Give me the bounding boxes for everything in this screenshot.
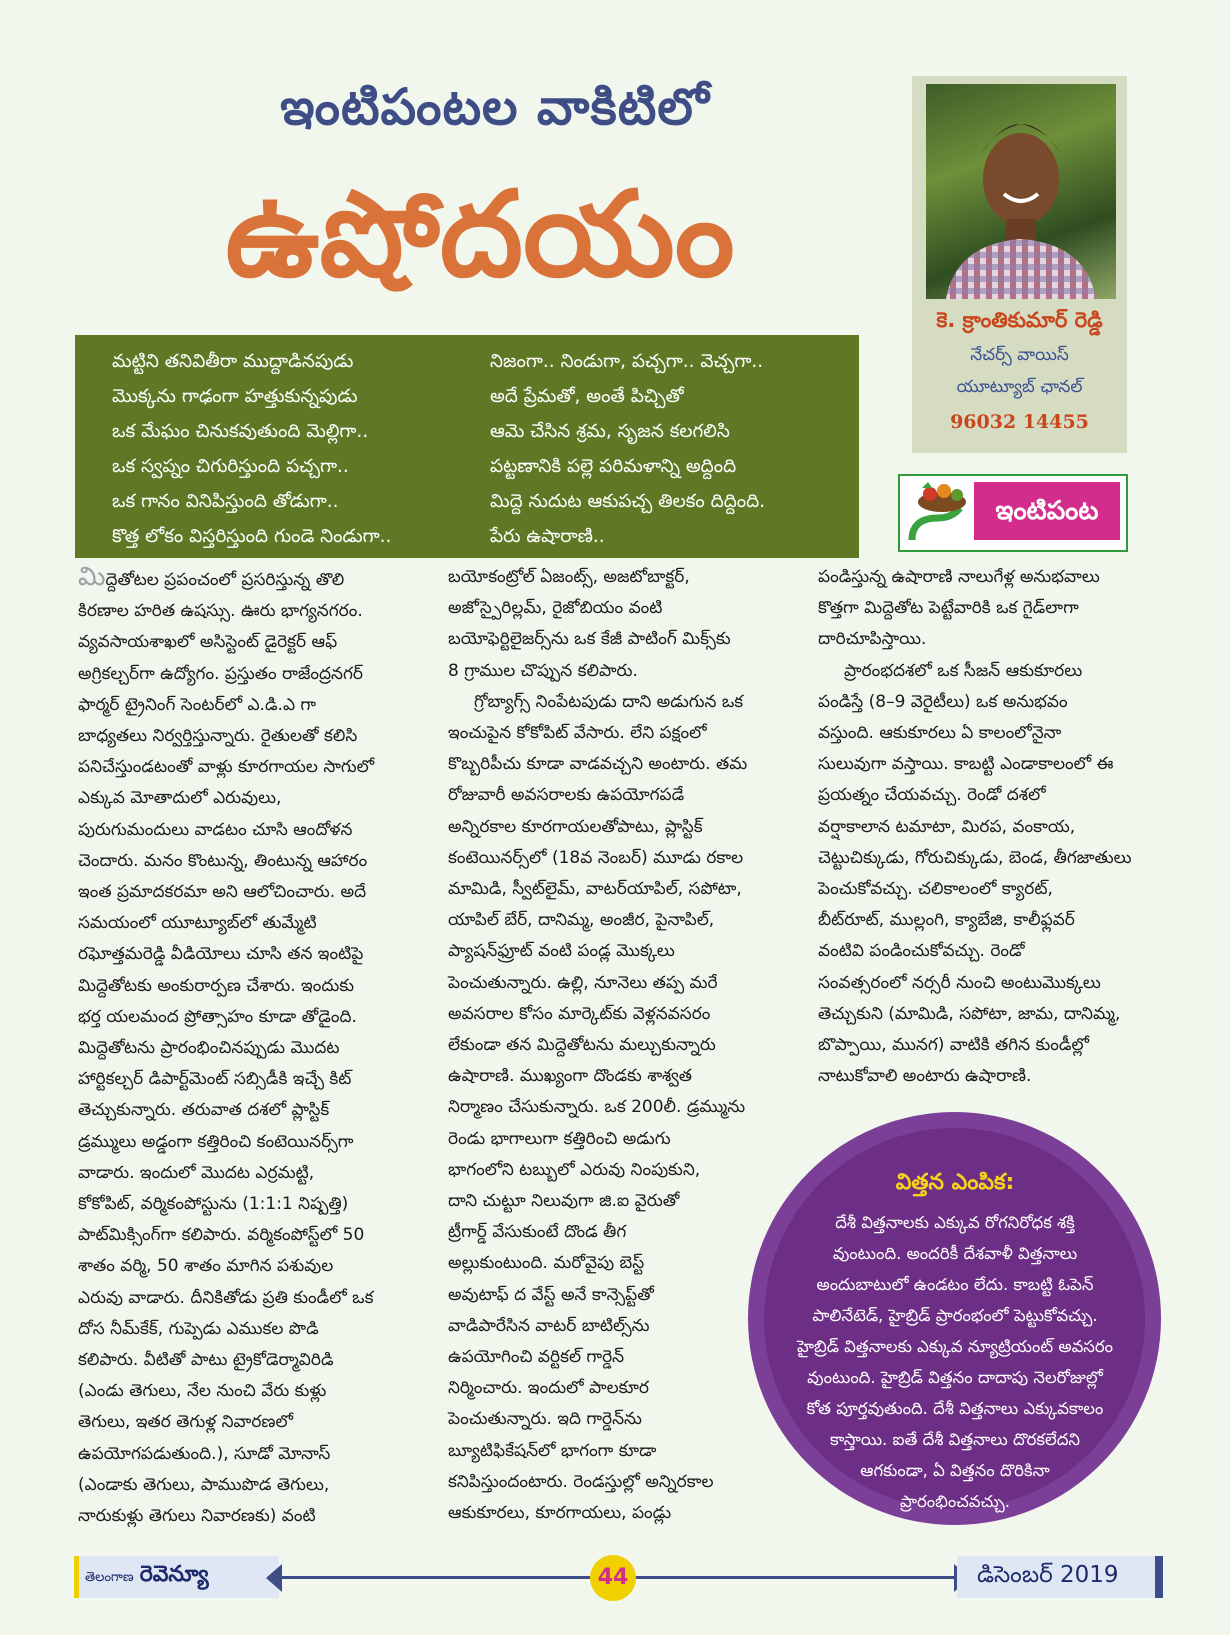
seed-line: ఆగకుండా, ఏ విత్తనం దొరికినా — [860, 1461, 1050, 1480]
article-line: ట్రీగార్డ్ వేసుకుంటే దొండ తీగ — [448, 1222, 627, 1243]
author-phone: 96032 14455 — [950, 411, 1089, 433]
article-line: రోజువారీ అవసరాలకు ఉపయోగపడే — [448, 785, 685, 806]
article-line: ఉషారాణి. ముఖ్యంగా దొండకు శాశ్వత — [448, 1066, 692, 1087]
article-line: దాని చుట్టూ నిలువుగా జి.ఐ వైరుతో — [448, 1191, 680, 1212]
poem-line: మొక్కను గాఢంగా హత్తుకున్నపుడు — [112, 386, 358, 407]
poem-right-column — [490, 344, 765, 554]
seed-line: పాలినేటెడ్, హైబ్రిడ్ ప్రారంభంలో పెట్టుకోవచ్చు. — [812, 1306, 1098, 1325]
article-line: ప్యాషన్‌ఫ్రూట్ వంటి పండ్ల మొక్కలు — [448, 941, 675, 962]
article-line: శాతం వర్మి, 50 శాతం మాగిన పశువుల — [78, 1256, 334, 1277]
article-line: నిర్మాణం చేసుకున్నారు. ఒక 200లీ. డ్రమ్మును — [448, 1097, 746, 1118]
article-line: ప్రయత్నం చేయవచ్చు. రెండో దశలో — [818, 785, 1046, 806]
article-line: యాపిల్ బేర్, దానిమ్మ, అంజీర, పైనాపిల్, — [448, 910, 715, 931]
page-title: ఉషోదయం — [225, 165, 735, 303]
article-line: చెందారు. మనం కొంటున్న, తింటున్న ఆహారం — [78, 850, 368, 871]
article-line: సమయంలో యూట్యూబ్‌లో తుమ్మేటి — [78, 913, 317, 934]
article-line: కిరణాల హరిత ఉషస్సు. ఊరు భాగ్యనగరం. — [78, 601, 363, 622]
article-line: తెగులు, ఇతర తెగుళ్ల నివారణలో — [78, 1412, 293, 1433]
article-line: కనిపిస్తుందంటారు. రెండస్తుల్లో అన్నిరకాల — [448, 1471, 714, 1492]
article-line: దోస నీమ్‌కేక్, గుప్పెడు ఎముకల పొడి — [78, 1318, 319, 1339]
poem-line: అదే ప్రేమతో, అంతే పిచ్చితో — [490, 386, 684, 407]
article-line: రెండు భాగాలుగా కత్తిరించి అడుగు — [448, 1128, 671, 1149]
article-line: బయోకంట్రోల్ ఏజంట్స్, అజటోబాక్టర్, — [448, 567, 690, 587]
article-line: (ఎండు తెగులు, నేల నుంచి వేరు కుళ్లు — [78, 1381, 327, 1402]
seed-line: వుంటుంది. అందరికీ దేశవాళీ విత్తనాలు — [832, 1244, 1078, 1263]
article-line: బ్యూటిఫికేషన్‌లో భాగంగా కూడా — [448, 1440, 657, 1461]
article-line: అవుటాఫ్ ద వేస్ట్ అనే కాన్సెప్ట్‌తో — [448, 1284, 654, 1305]
article-line: ఎరువు వాడారు. దీనికితోడు ప్రతి కుండీలో ఒక — [78, 1287, 374, 1308]
article-line: పాట్‌మిక్సింగ్‌గా కలిపారు. వర్మికంపోస్ట్‌లో 50 — [78, 1225, 365, 1246]
seed-box-text — [760, 1207, 1150, 1517]
seed-line: హైబ్రిడ్ విత్తనాలకు ఎక్కువ న్యూట్రియంట్ అవసరం — [796, 1337, 1114, 1356]
seed-line: కాస్తాయి. ఐతే దేశీ విత్తనాలు దొరకలేదని — [830, 1430, 1080, 1449]
article-column-2 — [448, 562, 747, 1529]
article-line: ఉపయోగపడుతుంది.), సూడో మోనాస్ — [78, 1443, 331, 1464]
article-line: పెంచుతున్నారు. ఇది గార్డెన్‌ను — [448, 1409, 642, 1430]
article-line: పండిస్తే (8–9 వెరైటీలు) ఒక అనుభవం — [818, 691, 1068, 712]
article-column-1 — [78, 562, 374, 1532]
article-line: అన్నిరకాల కూరగాయలతోపాటు, ప్లాస్టిక్ — [448, 816, 703, 837]
footer-publication-prefix: తెలంగాణ — [85, 1570, 134, 1585]
article-line: కంటెయినర్స్‌లో (18వ నెంబర్) మూడు రకాల — [448, 847, 744, 868]
article-line: అవసరాల కోసం మార్కెట్‌కు వెళ్లనవసరం — [448, 1003, 711, 1024]
author-channel-name: నేచర్స్ వాయిస్ — [970, 345, 1069, 365]
poem-line: ఒక గానం వినిపిస్తుంది తోడుగా.. — [112, 491, 339, 512]
article-line: పురుగుమందులు వాడటం చూసి ఆందోళన — [78, 819, 353, 840]
author-photo — [926, 84, 1116, 299]
poem-line: ఒక మేఘం చినుకవుతుంది మెల్లిగా.. — [112, 421, 369, 442]
article-line: ద్దెతోటల ప్రపంచంలో ప్రసరిస్తున్న తొలి — [105, 570, 345, 590]
article-column-3 — [818, 562, 1132, 1092]
article-line: సులువుగా వస్తాయి. కాబట్టి ఎండాకాలంలో ఈ — [818, 754, 1114, 775]
article-line: (ఎండాకు తెగులు, పాముపొడ తెగులు, — [78, 1474, 330, 1495]
article-line: రఘోత్తమరెడ్డి వీడియోలు చూసి తన ఇంటిపై — [78, 944, 364, 965]
poem-line: కొత్త లోకం విస్తరిస్తుంది గుండె నిండుగా.. — [112, 526, 392, 547]
article-line: తెచ్చుకుని (మామిడి, సపోటా, జామ, దానిమ్మ, — [818, 1003, 1121, 1024]
article-line: పనిచేస్తుండటంతో వాళ్లు కూరగాయల సాగులో — [78, 757, 375, 778]
footer-publication — [85, 1562, 209, 1592]
article-line: మిద్దెతోటను ప్రారంభించినప్పుడు మొదట — [78, 1038, 340, 1059]
page-subtitle: ఇంటిపంటల వాకిటిలో — [280, 78, 710, 136]
poem-line: ఆమె చేసిన శ్రమ, సృజన కలగలిసి — [490, 421, 730, 442]
article-line: బయోఫెర్టిలైజర్స్‌ను ఒక కేజీ పాటింగ్ మిక్స్‌కు — [448, 629, 731, 650]
article-line: 8 గ్రాముల చొప్పున కలిపారు. — [448, 660, 638, 681]
footer-publication-name: రెవెన్యూ — [139, 1562, 209, 1587]
article-line: భాగంలోని టబ్బులో ఎరువు నింపుకుని, — [448, 1159, 701, 1180]
article-line: మామిడి, స్వీట్‌లైమ్, వాటర్‌యాపిల్, సపోటా, — [448, 879, 742, 900]
article-line: అల్లుకుంటుంది. మరోవైపు బెస్ట్ — [448, 1253, 645, 1274]
seed-line: దేశీ విత్తనాలకు ఎక్కువ రోగనిరోధక శక్తి — [835, 1213, 1075, 1232]
article-line: సంవత్సరంలో నర్సరీ నుంచి అంటుమొక్కలు — [818, 972, 1101, 993]
article-first-line — [78, 562, 374, 596]
intipanta-logo-text: ఇంటిపంట — [974, 482, 1120, 540]
article-line: ఉపయోగించి వర్టికల్ గార్డెన్ — [448, 1347, 625, 1368]
poem-line: మిద్దె నుదుట ఆకుపచ్చ తిలకం దిద్దింది. — [490, 491, 766, 512]
article-line: ఇంత ప్రమాదకరమా అని ఆలోచించారు. అదే — [78, 882, 367, 903]
article-line: నారుకుళ్లు తెగులు నివారణకు) వంటి — [78, 1506, 316, 1527]
article-line: కోకోపిట్, వర్మికంపోస్టును (1:1:1 నిష్పత్తి) — [78, 1194, 349, 1215]
article-line: మిద్దెతోటకు అంకురార్పణ చేశారు. ఇందుకు — [78, 975, 354, 996]
article-line: కొబ్బరిపీచు కూడా వాడవచ్చని అంటారు. తమ — [448, 754, 748, 775]
article-line: బాధ్యతలు నిర్వర్తిస్తున్నారు. రైతులతో కలిసి — [78, 726, 358, 747]
article-line: ఇంచుపైన కోకోపిట్ వేసారు. లేని పక్షంలో — [448, 723, 707, 744]
poem-line: పట్టణానికి పల్లె పరిమళాన్ని అద్దింది — [490, 456, 737, 477]
person-portrait-icon — [926, 84, 1116, 299]
article-line: వ్యవసాయశాఖలో అసిస్టెంట్ డైరెక్టర్ ఆఫ్ — [78, 632, 338, 653]
article-line: గ్రోబ్యాగ్స్ నింపేటపుడు దాని అడుగున ఒక — [474, 691, 744, 712]
article-line: బొప్పాయి, మునగ) వాటికి తగిన కుండీల్లో — [818, 1035, 1089, 1056]
seed-line: అందుబాటులో ఉండటం లేదు. కాబట్టి ఓపెన్ — [816, 1275, 1094, 1294]
article-line: డ్రమ్ములు అడ్డంగా కత్తిరించి కంటెయినర్స్‌గా — [78, 1131, 354, 1152]
article-line: వర్షాకాలాన టమాటా, మిరప, వంకాయ, — [818, 816, 1076, 837]
page-number: 44 — [590, 1555, 636, 1601]
seed-box-title: విత్తన ఎంపిక: — [895, 1170, 1015, 1195]
article-line: అగ్రికల్చర్‌గా ఉద్యోగం. ప్రస్తుతం రాజేంద్రనగర్ — [78, 663, 363, 684]
poem-line: మట్టిని తనివితీరా ముద్దాడినపుడు — [112, 351, 354, 372]
seed-line: వుంటుంది. హైబ్రిడ్ విత్తనం దాదాపు నెలరోజుల్లో — [807, 1368, 1103, 1387]
article-line: లేకుండా తన మిద్దెతోటను మల్చుకున్నారు — [448, 1035, 716, 1056]
vegetable-basket-icon — [902, 478, 974, 548]
article-line: వంటివి పండించుకోవచ్చు. రెండో — [818, 941, 1025, 962]
seed-line: కోత పూర్తవుతుంది. దేశీ విత్తనాలు ఎక్కువకాలం — [806, 1399, 1104, 1418]
article-line: హార్టికల్చర్ డిపార్ట్‌మెంట్ సబ్సిడీకి ఇచ్చే కిట్ — [78, 1069, 352, 1090]
poem-line: పేరు ఉషారాణి.. — [490, 526, 605, 547]
poem-line: నిజంగా.. నిండుగా, పచ్చగా.. వెచ్చగా.. — [490, 351, 764, 372]
article-line: ప్రారంభదశలో ఒక సీజన్ ఆకుకూరలు — [844, 660, 1083, 681]
article-line: వాడిపారేసిన వాటర్ బాటిల్స్‌ను — [448, 1315, 650, 1336]
article-line: పండిస్తున్న ఉషారాణి నాలుగేళ్ల అనుభవాలు — [818, 567, 1100, 587]
article-line: బీట్‌రూట్, ముల్లంగి, క్యాబేజి, కాలీఫ్లవర్ — [818, 910, 1075, 931]
article-line: కొత్తగా మిద్దెతోట పెట్టేవారికి ఒక గైడ్‌లాగా — [818, 598, 1079, 619]
arrow-left-icon — [266, 1564, 282, 1592]
poem-line: ఒక స్వప్నం చిగురిస్తుంది పచ్చగా.. — [112, 456, 349, 477]
article-line: ఫార్మర్ ట్రైనింగ్ సెంటర్‌లో ఎ.డి.ఎ గా — [78, 694, 317, 715]
article-line: వస్తుంది. ఆకుకూరలు ఏ కాలంలోనైనా — [818, 723, 1062, 744]
article-line: పెంచుకోవచ్చు. చలికాలంలో క్యారట్, — [818, 879, 1053, 900]
article-line: చెట్టుచిక్కుడు, గోరుచిక్కుడు, బెండ, తీగజాతులు — [818, 847, 1132, 868]
article-line: దారిచూపిస్తాయి. — [818, 629, 927, 650]
article-line: అజోస్పైరిల్లమ్, రైజోబియం వంటి — [448, 598, 663, 619]
seed-line: ప్రారంభించవచ్చు. — [900, 1492, 1010, 1511]
author-channel-type: యూట్యూబ్ ఛానల్ — [956, 377, 1083, 397]
article-line: ఎక్కువ మోతాదులో ఎరువులు, — [78, 788, 282, 809]
article-line: ఆకుకూరలు, కూరగాయలు, పండ్లు — [448, 1503, 672, 1524]
article-line: భర్త యలమంద ప్రోత్సాహం కూడా తోడైంది. — [78, 1006, 357, 1027]
author-name: కె. క్రాంతికుమార్ రెడ్డి — [936, 308, 1103, 332]
article-line: తెచ్చుకున్నారు. తరువాత దశలో ప్లాస్టిక్ — [78, 1100, 330, 1121]
article-line: నాటుకోవాలి అంటారు ఉషారాణి. — [818, 1066, 1032, 1087]
footer-date: డిసెంబర్ 2019 — [977, 1562, 1119, 1588]
drop-cap: మి — [78, 562, 106, 592]
article-line: పెంచుతున్నారు. ఉల్లి, నూనెలు తప్ప మరే — [448, 972, 718, 993]
article-line: వాడారు. ఇందులో మొదట ఎర్రమట్టి, — [78, 1162, 315, 1183]
article-line: కలిపారు. వీటితో పాటు ట్రైకోడెర్మావిరిడి — [78, 1350, 334, 1371]
poem-left-column — [112, 344, 391, 554]
article-line: నిర్మించారు. ఇందులో పాలకూర — [448, 1378, 649, 1399]
